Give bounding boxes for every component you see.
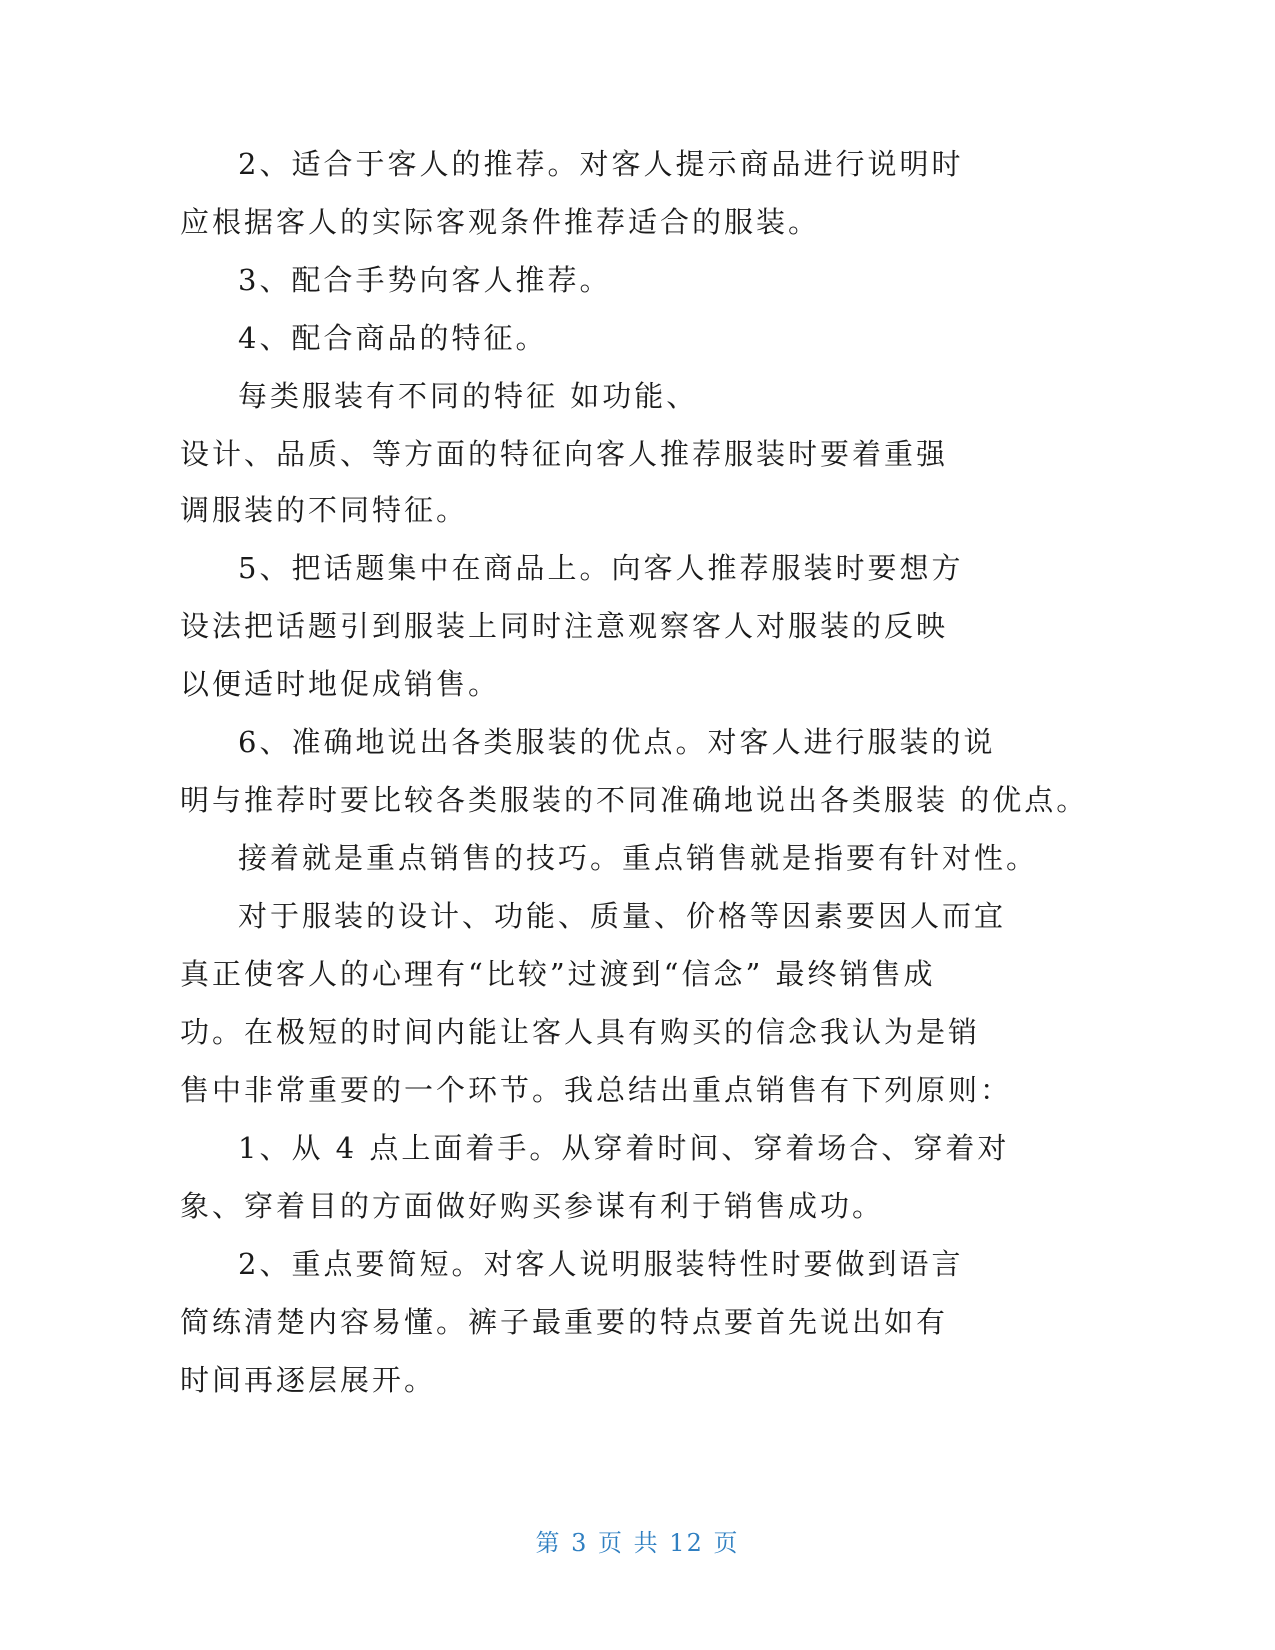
paragraph-line: 3、配合手势向客人推荐。 [238, 263, 612, 297]
paragraph-line: 设法把话题引到服装上同时注意观察客人对服装的反映 [180, 609, 949, 643]
paragraph-line: 接着就是重点销售的技巧。重点销售就是指要有针对性。 [238, 841, 1039, 875]
paragraph-line: 对于服装的设计、功能、质量、价格等因素要因人而宜 [238, 899, 1007, 933]
paragraph-line: 象、穿着目的方面做好购买参谋有利于销售成功。 [180, 1189, 885, 1223]
paragraph-line: 每类服装有不同的特征 如功能、 [238, 379, 699, 413]
paragraph-line: 设计、品质、等方面的特征向客人推荐服装时要着重强 [180, 437, 949, 471]
paragraph-line: 时间再逐层展开。 [180, 1363, 437, 1397]
paragraph-line: 2、重点要简短。对客人说明服装特性时要做到语言 [238, 1247, 964, 1281]
paragraph-line: 2、适合于客人的推荐。对客人提示商品进行说明时 [238, 147, 964, 181]
paragraph-line: 应根据客人的实际客观条件推荐适合的服装。 [180, 205, 821, 239]
paragraph-line: 明与推荐时要比较各类服装的不同准确地说出各类服装 的优点。 [180, 783, 1089, 817]
paragraph-line: 简练清楚内容易懂。裤子最重要的特点要首先说出如有 [180, 1305, 949, 1339]
paragraph-line: 以便适时地促成销售。 [180, 667, 501, 701]
paragraph-line: 4、配合商品的特征。 [238, 321, 548, 355]
page-number-footer: 第 3 页 共 12 页 [535, 1529, 740, 1557]
paragraph-line: 6、准确地说出各类服装的优点。对客人进行服装的说 [238, 725, 996, 759]
paragraph-line: 售中非常重要的一个环节。我总结出重点销售有下列原则： [180, 1073, 1013, 1107]
paragraph-line: 1、从 4 点上面着手。从穿着时间、穿着场合、穿着对 [238, 1131, 1010, 1165]
paragraph-line: 真正使客人的心理有“比较”过渡到“信念” 最终销售成 [180, 957, 936, 991]
paragraph-line: 功。在极短的时间内能让客人具有购买的信念我认为是销 [180, 1015, 981, 1049]
paragraph-line: 5、把话题集中在商品上。向客人推荐服装时要想方 [238, 551, 964, 585]
paragraph-line: 调服装的不同特征。 [180, 493, 469, 527]
